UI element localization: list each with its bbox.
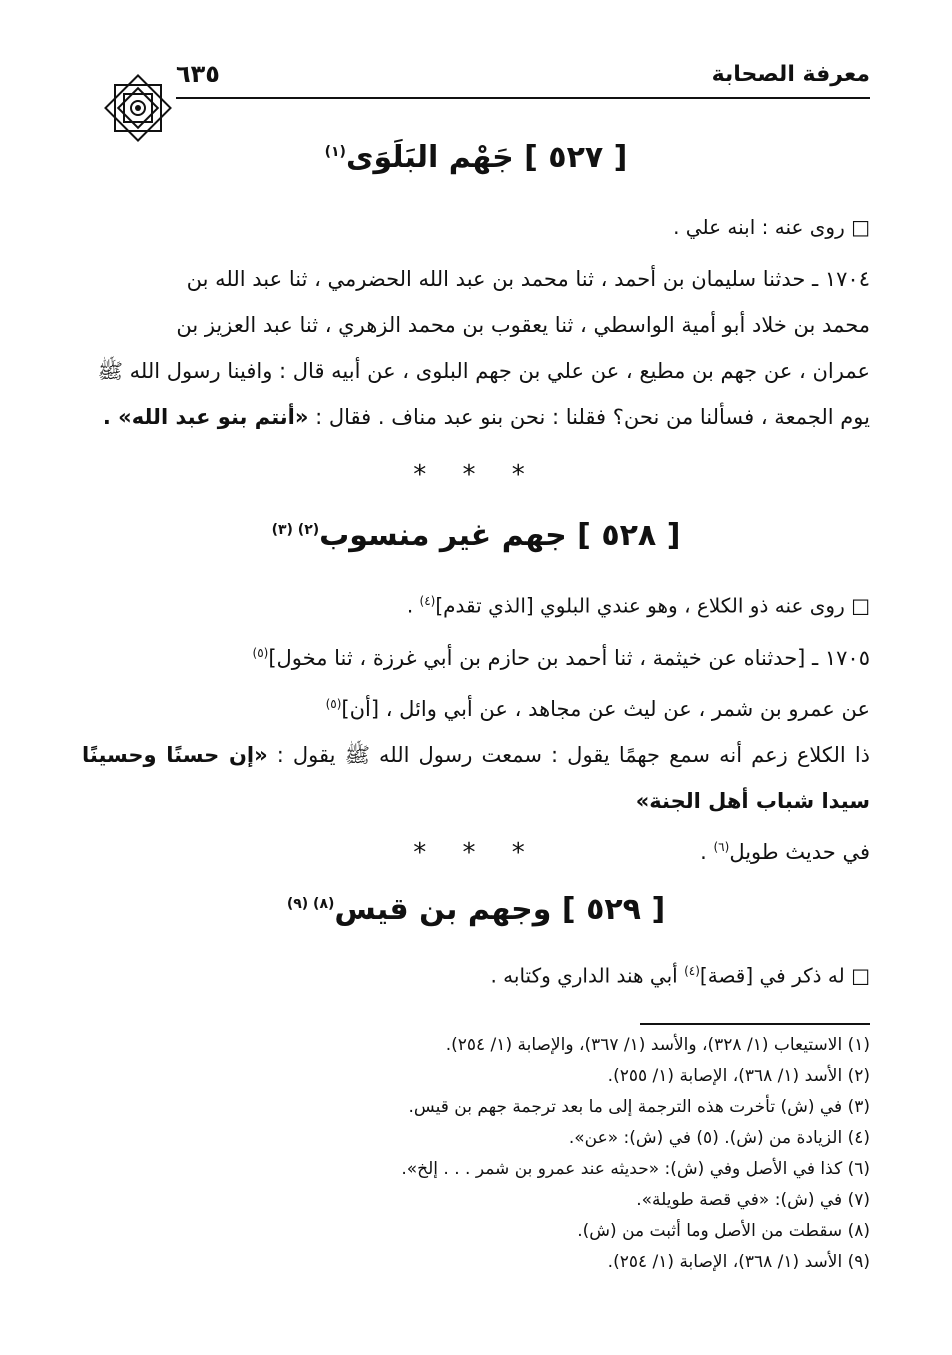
entry-528-title: [ ٥٢٨ ] جهم غير منسوب$^{(٢) (٣)}$ xyxy=(271,518,681,553)
footnote-8: (٨) سقطت من الأصل وما أثبت من (ش). xyxy=(577,1221,870,1241)
footnote-rule xyxy=(640,1023,870,1025)
hadith-1704: ١٧٠٤ ـ حدثنا سليمان بن أحمد ، ثنا محمد بن عبد الله الحضرمي ، ثنا عبد الله بن محمد بن خلاد أبو أمية الواسطي ، ثنا يعقوب بن محمد الزهري ، ثنا عبد العزيز بن عمران ، عن جهم بن مطيع ، عن علي بن جهم البلوى ، عن أبيه قال : وافينا رسول الله ﷺ يوم الجمعة ، فسألنا من نحن؟ فقلنا : نحن بنو عبد مناف . فقال : «أنتم بنو عبد الله» . xyxy=(97,267,870,429)
section-separator: * * * xyxy=(413,460,539,490)
octagram-ornament-icon xyxy=(98,68,178,148)
footnote-6: (٦) كذا في الأصل وفي (ش): «حديثه عند عمرو بن شمر . . . إلخ». xyxy=(401,1159,870,1179)
header-rule xyxy=(176,97,870,99)
footnote-9: (٩) الأسد (١/ ٣٦٨)، الإصابة (١/ ٢٥٤). xyxy=(607,1252,870,1272)
hadith-1705: ١٧٠٥ ـ [حدثناه عن خيثمة ، ثنا أحمد بن حازم بن أبي غرزة ، ثنا مخول]$^{(٥)}$ عن عمرو بن شمر ، عن ليث عن مجاهد ، عن أبي وائل ، [أن]$^{(٥)}$ ذا الكلاع زعم أنه سمع جهمًا يقول : سمعت رسول الله ﷺ يقول : «إن حسنًا وحسينًا سيدا شباب أهل الجنة» في حديث طويل$^{(٦)}$ . xyxy=(82,646,871,864)
hadith-quote: «إن حسنًا وحسينًا سيدا شباب أهل الجنة» xyxy=(82,743,870,813)
running-title: معرفة الصحابة xyxy=(711,62,870,87)
footnotes xyxy=(82,1030,870,1278)
footnote-2: (٢) الأسد (١/ ٣٦٨)، الإصابة (١/ ٢٥٥). xyxy=(607,1066,870,1086)
entry-528-narrators: □ روى عنه ذو الكلاع ، وهو عندي البلوي [الذي تقدم]$^{(٤)}$ . xyxy=(406,593,870,618)
footnote-4: (٤) الزيادة من (ش). (٥) في (ش): «عن». xyxy=(568,1128,870,1148)
footnote-3: (٣) في (ش) تأخرت هذه الترجمة إلى ما بعد ترجمة جهم بن قيس. xyxy=(408,1097,870,1117)
footnote-7: (٧) في (ش): «في قصة طويلة». xyxy=(636,1190,870,1210)
footnote-1: (١) الاستيعاب (١/ ٣٢٨)، والأسد (١/ ٣٦٧)، والإصابة (١/ ٢٥٤). xyxy=(445,1035,870,1055)
entry-529-narrators: □ له ذكر في [قصة]$^{(٤)}$ أبي هند الداري وكتابه . xyxy=(490,963,870,988)
entry-527-narrators: □ روى عنه : ابنه علي . xyxy=(673,215,870,239)
entry-527-title: [ ٥٢٧ ] جَهْم البَلَوَى$^{(١)}$ xyxy=(324,140,628,175)
section-separator: * * * xyxy=(413,838,539,868)
hadith-quote: «أنتم بنو عبد الله» . xyxy=(102,405,309,429)
entry-529-title: [ ٥٢٩ ] وجهم بن قيس$^{(٨) (٩)}$ xyxy=(286,892,666,927)
page-number: ٦٣٥ xyxy=(176,60,220,88)
